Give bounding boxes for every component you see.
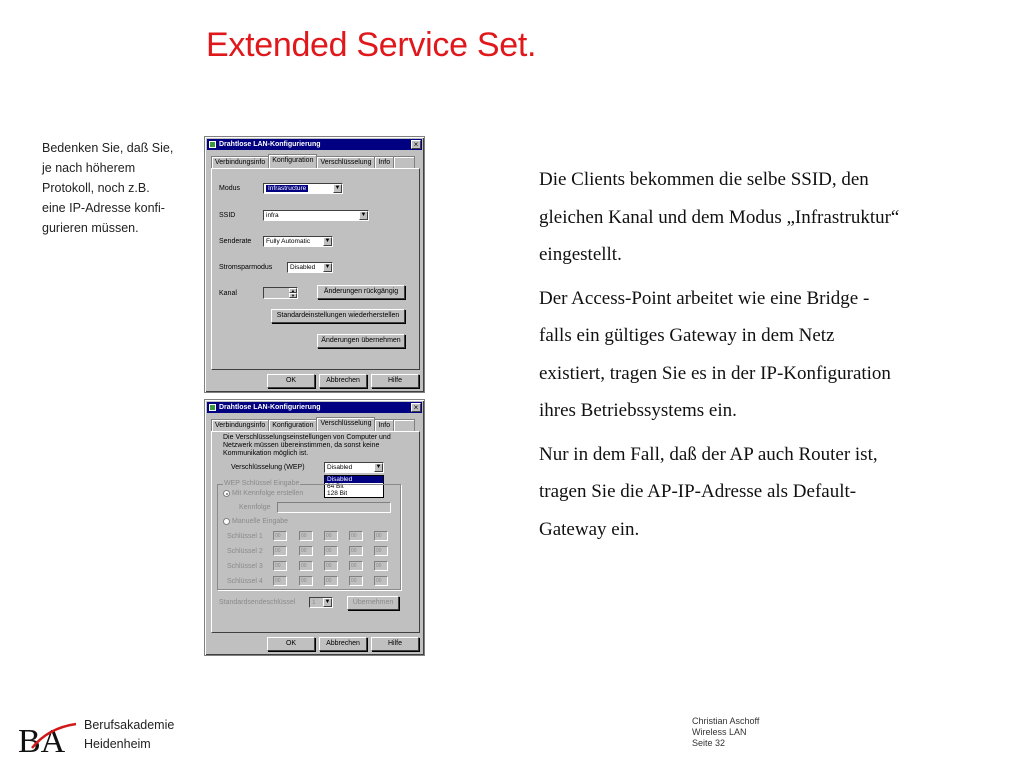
modus-label: Modus <box>219 185 241 192</box>
tab-bar <box>211 419 414 431</box>
wep-value: Disabled <box>327 464 353 471</box>
help-button[interactable]: Hilfe <box>371 374 419 388</box>
key-byte-input[interactable]: 00 <box>374 546 388 556</box>
tab-empty <box>393 156 415 168</box>
side-note-line: je nach höherem <box>42 161 136 175</box>
wep-option[interactable]: Disabled <box>325 476 383 483</box>
tab-konfiguration[interactable]: Konfiguration <box>268 419 317 431</box>
restore-defaults-button[interactable]: Standardeinstellungen wiederherstellen <box>271 309 405 323</box>
key-byte-input[interactable]: 00 <box>374 576 388 586</box>
side-note-line: Bedenken Sie, daß Sie, <box>42 141 174 155</box>
wep-option[interactable]: 128 Bit <box>327 490 348 497</box>
key-byte-input[interactable]: 00 <box>273 561 287 571</box>
key-byte-input[interactable]: 00 <box>273 531 287 541</box>
side-note-line: eine IP-Adresse konfi- <box>42 201 165 215</box>
apply-changes-button[interactable]: Änderungen übernehmen <box>317 334 405 348</box>
key-byte-input[interactable]: 00 <box>349 531 363 541</box>
tab-empty <box>393 419 415 431</box>
stromspar-value: Disabled <box>290 264 316 271</box>
footer-page: Seite 32 <box>692 738 726 748</box>
wep-label: Verschlüsselung (WEP) <box>231 464 305 471</box>
up-arrow-icon[interactable]: ▲ <box>289 288 297 293</box>
dialog-title: Drahtlose LAN-Konfigurierung <box>219 404 321 411</box>
text-line: tragen Sie die AP-IP-Adresse als Default- <box>539 481 857 502</box>
help-button[interactable]: Hilfe <box>371 637 419 651</box>
senderate-value: Fully Automatic <box>266 238 311 245</box>
key-label: Schlüssel 1 <box>227 533 263 540</box>
key-byte-input[interactable]: 00 <box>299 576 313 586</box>
key-label: Schlüssel 4 <box>227 578 263 585</box>
slide-title: Extended Service Set. <box>206 26 537 64</box>
close-icon[interactable]: × <box>411 403 421 412</box>
senderate-label: Senderate <box>219 238 252 245</box>
side-note <box>42 138 192 238</box>
key-byte-input[interactable]: 00 <box>273 546 287 556</box>
network-icon <box>209 141 216 148</box>
chevron-down-icon[interactable]: ▼ <box>324 264 331 270</box>
footer-author: Christian Aschoff <box>692 716 760 726</box>
tab-info[interactable]: Info <box>374 419 394 431</box>
wep-select[interactable] <box>324 462 384 473</box>
tab-info[interactable]: Info <box>374 156 394 168</box>
ba-logo-text: BA <box>18 723 66 758</box>
paragraph-router <box>539 436 1009 549</box>
paragraph-ssid <box>539 161 1009 274</box>
apply-key-button[interactable]: Übernehmen <box>347 596 399 610</box>
footer-topic: Wireless LAN <box>692 727 747 737</box>
key-byte-input[interactable]: 00 <box>273 576 287 586</box>
dialog-title: Drahtlose LAN-Konfigurierung <box>219 141 321 148</box>
key-byte-input[interactable]: 00 <box>349 576 363 586</box>
dialog-konfiguration <box>204 136 425 393</box>
default-key-value: 1 <box>312 599 316 606</box>
text-line: falls ein gültiges Gateway in dem Netz <box>539 325 835 346</box>
intro-text-line: Die Verschlüsselungseinstellungen von Computer und <box>223 434 391 441</box>
chevron-down-icon[interactable]: ▼ <box>334 185 341 191</box>
org-line: Heidenheim <box>84 737 151 751</box>
kanal-label: Kanal <box>219 290 237 297</box>
ok-button[interactable]: OK <box>267 637 315 651</box>
key-byte-input[interactable]: 00 <box>374 561 388 571</box>
key-byte-input[interactable]: 00 <box>299 546 313 556</box>
intro-text-line: Kommunikation möglich ist. <box>223 450 309 457</box>
manual-radio[interactable] <box>223 518 230 525</box>
undo-changes-button[interactable]: Änderungen rückgängig <box>317 285 405 299</box>
key-byte-input[interactable]: 00 <box>324 531 338 541</box>
key-byte-input[interactable]: 00 <box>349 546 363 556</box>
kanal-stepper[interactable] <box>263 287 298 299</box>
modus-value: Infrastructure <box>268 185 307 192</box>
tab-verschluesselung[interactable]: Verschlüsselung <box>316 417 375 431</box>
ssid-select[interactable] <box>263 210 369 221</box>
side-note-line: gurieren müssen. <box>42 221 139 235</box>
key-label: Schlüssel 3 <box>227 563 263 570</box>
stromspar-select[interactable] <box>287 262 333 273</box>
paragraph-bridge <box>539 280 1009 430</box>
tab-verbindungsinfo[interactable]: Verbindungsinfo <box>211 156 269 168</box>
chevron-down-icon[interactable]: ▼ <box>324 599 331 605</box>
senderate-select[interactable] <box>263 236 333 247</box>
key-label: Schlüssel 2 <box>227 548 263 555</box>
passphrase-radio[interactable] <box>223 490 230 497</box>
dialog-titlebar[interactable] <box>207 402 422 413</box>
ssid-label: SSID <box>219 212 236 219</box>
manual-radio-label: Manuelle Eingabe <box>232 518 289 525</box>
side-note-line: Protokoll, noch z.B. <box>42 181 150 195</box>
wep-group-label: WEP Schlüssel Eingabe <box>224 480 300 487</box>
key-byte-input[interactable]: 00 <box>324 546 338 556</box>
body-text <box>539 161 1009 554</box>
tab-bar <box>211 156 414 168</box>
text-line: Gateway ein. <box>539 518 640 540</box>
text-line: ihres Betriebssystems ein. <box>539 400 737 421</box>
passphrase-input[interactable] <box>277 502 391 513</box>
cancel-button[interactable]: Abbrechen <box>319 374 367 388</box>
ba-logo <box>18 718 78 758</box>
text-line: eingestellt. <box>539 244 622 265</box>
key-byte-input[interactable]: 00 <box>324 561 338 571</box>
modus-select[interactable] <box>263 183 343 194</box>
down-arrow-icon[interactable]: ▼ <box>289 293 297 298</box>
ok-button[interactable]: OK <box>267 374 315 388</box>
stromspar-label: Stromsparmodus <box>219 264 273 271</box>
intro-text-line: Netzwerk müssen übereinstimmen, da sonst keine <box>223 442 380 449</box>
passphrase-label: Kennfolge <box>239 504 271 511</box>
text-line: Nur in dem Fall, daß der AP auch Router ist, <box>539 443 878 465</box>
tab-verschluesselung[interactable]: Verschlüsselung <box>316 156 375 168</box>
chevron-down-icon[interactable]: ▼ <box>360 212 367 218</box>
dialog-titlebar[interactable] <box>207 139 422 150</box>
default-key-label: Standardsendeschlüssel <box>219 599 296 606</box>
text-line: Die Clients bekommen die selbe SSID, den <box>539 169 869 190</box>
text-line: gleichen Kanal und dem Modus „Infrastruktur“ <box>539 206 900 228</box>
wep-option[interactable]: 64 Bit <box>327 483 344 490</box>
text-line: existiert, tragen Sie es in der IP-Konfiguration <box>539 362 891 384</box>
key-byte-input[interactable]: 00 <box>299 561 313 571</box>
org-line: Berufsakademie <box>84 718 175 732</box>
ssid-value: infra <box>266 212 279 219</box>
passphrase-radio-label: Mit Kennfolge erstellen <box>232 490 304 497</box>
network-icon <box>209 404 216 411</box>
chevron-down-icon[interactable]: ▼ <box>324 238 331 244</box>
org-name <box>84 716 174 754</box>
key-byte-input[interactable]: 00 <box>374 531 388 541</box>
footer-info <box>692 716 759 749</box>
cancel-button[interactable]: Abbrechen <box>319 637 367 651</box>
key-byte-input[interactable]: 00 <box>299 531 313 541</box>
tab-verbindungsinfo[interactable]: Verbindungsinfo <box>211 419 269 431</box>
chevron-down-icon[interactable]: ▼ <box>375 464 382 470</box>
text-line: Der Access-Point arbeitet wie eine Bridge - <box>539 287 870 309</box>
tab-konfiguration[interactable]: Konfiguration <box>268 154 317 168</box>
dialog-verschluesselung <box>204 399 425 656</box>
close-icon[interactable]: × <box>411 140 421 149</box>
key-byte-input[interactable]: 00 <box>324 576 338 586</box>
key-byte-input[interactable]: 00 <box>349 561 363 571</box>
default-key-select[interactable] <box>309 597 333 608</box>
